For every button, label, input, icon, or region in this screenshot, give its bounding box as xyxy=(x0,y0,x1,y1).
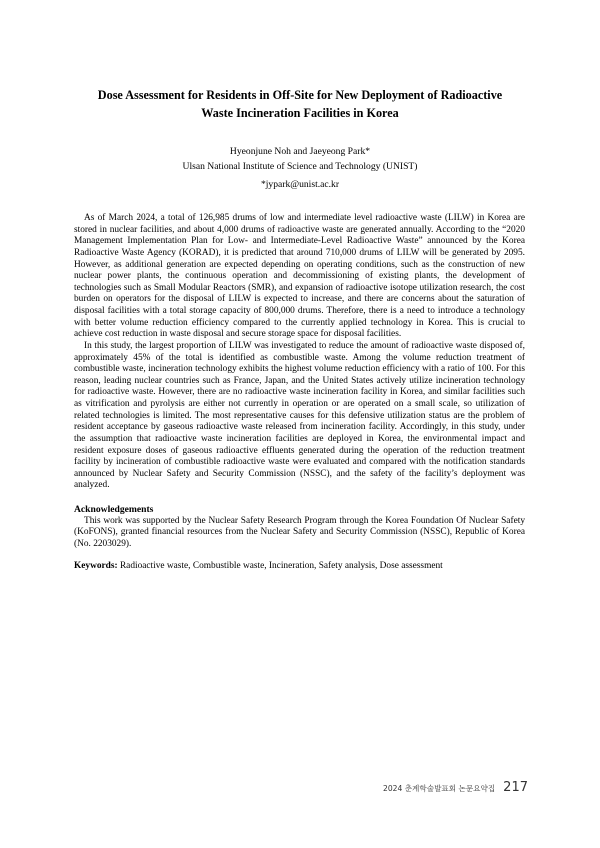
body-paragraph-1: As of March 2024, a total of 126,985 drums of low and intermediate level radioactive waste (LILW) in Korea are stored in nuclear facilities, and about 4,000 drums of radioactive waste are generated annually. According to the “2020 Management Implementation Plan for Low- and Intermediate-Level Radioactive Waste” announced by the Korea Radioactive Waste Agency (KORAD), it is predicted that around 710,000 drums of LILW will be generated by 2095. However, as additional generation are expected depending on operating conditions, such as the construction of new nuclear power plants, the continuous operation and decommissioning of existing plants, the development of technologies such as Small Modular Reactors (SMR), and expansion of radioactive isotope utilization research, the cost burden on operators for the disposal of LILW is expected to increase, and there are concerns about the saturation of disposal facilities with a total storage capacity of 800,000 drums. Therefore, there is a need to introduce a technology with better volume reduction efficiency compared to the currently applied technology in Korea. This is crucial to achieve cost reduction in waste disposal and secure storage space for disposal facilities. xyxy=(74,213,525,340)
keywords xyxy=(74,560,525,572)
authors: Hyeonjune Noh and Jaeyeong Park* xyxy=(229,146,371,157)
title-line-1: Dose Assessment for Residents in Off-Site for New Deployment of Radioactive xyxy=(97,88,503,102)
acknowledgements-text: This work was supported by the Nuclear Safety Research Program through the Korea Foundation Of Nuclear Safety (KoFONS), granted financial resources from the Nuclear Safety and Security Commission (NSSC), Republic of Korea (No. 2203029). xyxy=(74,515,525,549)
keywords-label: Keywords: xyxy=(74,560,118,571)
page-number: 217 xyxy=(503,780,528,795)
paper-title xyxy=(60,86,540,122)
conference-name: 2024 춘계학술발표회 논문요약집 xyxy=(382,784,496,793)
affiliation: Ulsan National Institute of Science and Technology (UNIST) xyxy=(182,161,418,172)
abstract-body xyxy=(74,213,525,572)
page-footer xyxy=(383,780,528,795)
body-paragraph-2: In this study, the largest proportion of LILW was investigated to reduce the amount of radioactive waste disposed of, approximately 45% of the total is identified as combustible waste. Among the volume reduction treatment of combustible waste, incineration technology exhibits the highest volume reduction efficiency with a ratio of 100. For this reason, leading nuclear countries such as France, Japan, and the United States actively utilize incineration technology for radioactive waste. However, there are no radioactive waste incineration facility in Korea, and similar facilities such as vitrification and pyrolysis are either not currently in operation or are operated on a small scale, so utilization of related technologies is limited. The most representative causes for this defensive utilization status are the problem of resident acceptance by gaseous radioactive waste released from incineration facility. Accordingly, in this study, under the assumption that radioactive waste incineration facilities are deployed in Korea, the environmental impact and resident exposure doses of gaseous radioactive effluents generated during the operation of the reduction treatment facility by incineration of combustible radioactive waste were evaluated and compared with the notification standards announced by Nuclear Safety and Security Commission (NSSC), and the safety of the facility’s deployment was analyzed. xyxy=(74,340,525,491)
keywords-text: Radioactive waste, Combustible waste, Incineration, Safety analysis, Dose assessment xyxy=(117,560,443,571)
acknowledgements-heading: Acknowledgements xyxy=(74,504,154,515)
title-line-2: Waste Incineration Facilities in Korea xyxy=(201,106,399,120)
corresponding-email: *jypark@unist.ac.kr xyxy=(260,179,340,190)
